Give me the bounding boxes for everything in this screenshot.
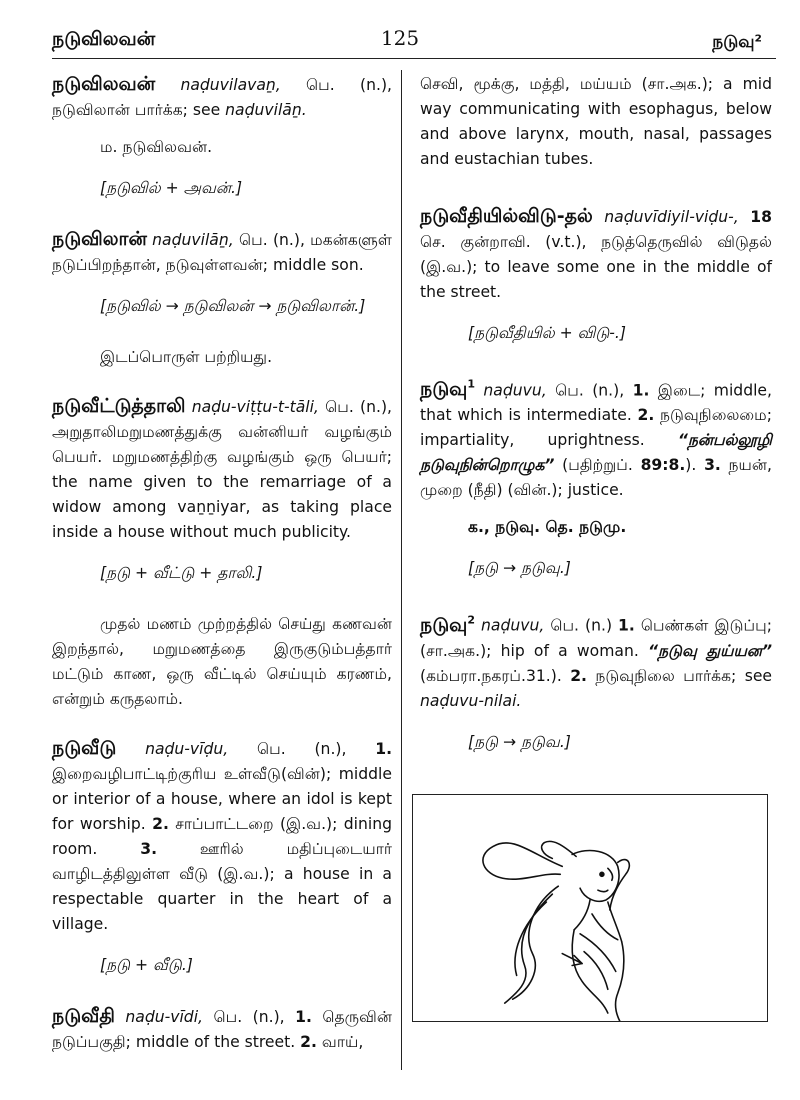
header-rule: [52, 58, 776, 59]
sense-number: 1.: [618, 616, 635, 635]
definition: பெ. (n.), மகன்களுள் நடுப்பிறந்தான், நடுவுள்ளவன்; middle son.: [52, 231, 392, 274]
headword: நடுவிலான்: [52, 228, 147, 250]
definition: செ. குன்றாவி. (v.t.), நடுத்தெருவில் விடுதல் (இ.வ.); to leave some one in the middle of the street.: [420, 233, 772, 301]
etymology: [நடு + வீடு.]: [100, 956, 193, 974]
literary-quote: “நடுவு துய்யன”: [648, 641, 772, 660]
cross-reference: naḍuvu-nilai.: [420, 691, 522, 710]
citation-ref: 89:8.: [640, 456, 686, 475]
definition-part: (கம்பரா.நகரப்.31.).: [420, 666, 571, 685]
page-number: 125: [380, 26, 420, 50]
definition-part: பெ. (n.),: [546, 381, 633, 400]
headword: நடுவிலவன்: [52, 73, 156, 95]
header-guide-word-right: நடுவு²: [712, 32, 762, 52]
left-column: [52, 72, 392, 1065]
etymology: [நடுவீதியில் + விடு-.]: [468, 324, 626, 342]
dictionary-entry: [52, 227, 392, 278]
definition-part: நடுவுநிலை பார்க்க; see: [586, 666, 773, 685]
definition-part: பெ. (n.),: [228, 740, 376, 758]
etymology: [நடு + வீட்டு + தாலி.]: [100, 564, 263, 582]
etymology: [நடுவில் → நடுவிலன் → நடுவிலான்.]: [100, 297, 366, 315]
dictionary-entry: [420, 372, 772, 503]
transliteration: naḍu-viṭṭu-t-tāli,: [191, 398, 319, 416]
note: முதல் மணம் முற்றத்தில் செய்து கணவன் இறந்தால், மறுமணத்தை இருகுடும்பத்தார் மட்டும் காண, ஒரு வீட்டில் செய்யும் கரணம், என்றும் கருதலாம்.: [52, 615, 392, 708]
headword: நடுவீடு: [52, 737, 117, 759]
sense-number: 3.: [704, 456, 721, 475]
definition: பெ. (n.), அறுதாலிமறுமணத்துக்கு வன்னியர் வழங்கும் பெயர். மறுமணத்திற்கு வழங்கும் ஒரு பெயர்; the name given to the remarriage of a widow among vaṉṉiyar, as taking place inside a house without much publicity.: [52, 398, 392, 541]
definition-part: நயன், முறை (நீதி) (வின்.); justice.: [420, 456, 773, 500]
definition-part: பெ. (n.): [544, 616, 619, 635]
dictionary-entry: [52, 72, 392, 123]
definition-part: இறைவழிபாட்டிற்குரிய உள்வீடு(வின்); middle or interior of a house, where an idol is kept for worship.: [52, 765, 392, 833]
literary-quote: “நன்பல்லூழி நடுவுநின்றொழுக”: [420, 431, 772, 475]
transliteration: naḍuvilavaṉ,: [180, 76, 281, 94]
definition-part: ).: [685, 456, 705, 475]
sense-number: 1.: [632, 381, 650, 400]
sense-number: 1.: [295, 1008, 312, 1026]
sense-number: 2.: [570, 666, 587, 685]
sense-number: 2.: [152, 815, 169, 833]
definition-part: வாய்,: [316, 1033, 364, 1051]
page-header: [32, 22, 768, 56]
conjugation-class: 18: [750, 208, 772, 226]
definition-part: பெ. (n.),: [203, 1008, 296, 1026]
headword: நடுவு$^1$: [420, 378, 475, 401]
cognate-line: ம. நடுவிலவன்.: [100, 138, 213, 156]
woman-line-drawing: [413, 795, 767, 1021]
column-divider: [401, 70, 402, 1070]
transliteration: naḍuvilāṉ,: [152, 231, 234, 249]
cognate-line: க., நடுவு. தெ. நடுமு.: [468, 518, 627, 537]
dictionary-entry: [52, 394, 392, 545]
dictionary-entry: [420, 204, 772, 305]
header-guide-word-left: நடுவிலவன்: [52, 28, 156, 50]
headword: நடுவு$^2$: [420, 613, 475, 636]
dictionary-entry: [420, 607, 772, 713]
sense-number: 2.: [300, 1033, 317, 1051]
headword: நடுவீதி: [52, 1005, 115, 1027]
definition-part: (பதிற்றுப்.: [554, 456, 641, 475]
transliteration: naḍuvu,: [483, 381, 547, 400]
dictionary-entry: [52, 1004, 392, 1055]
definition: பெ. (n.), நடுவிலான் பார்க்க; see: [52, 76, 392, 119]
definition-part: இடை; middle, that which is intermediate.: [420, 381, 772, 425]
dictionary-entry: [52, 736, 392, 937]
sense-number: 2.: [637, 406, 655, 425]
headword: நடுவீட்டுத்தாலி: [52, 395, 186, 417]
etymology: [நடு → நடுவு.]: [468, 559, 571, 578]
headword: நடுவீதியில்விடு-தல்: [420, 205, 593, 227]
definition-part: ஊரில் மதிப்புடையார் வாழிடத்திலுள்ள வீடு (இ.வ.); a house in a respectable quarter in the heart of a village.: [52, 840, 392, 933]
definition-part: சாப்பாட்டறை (இ.வ.); dining room.: [52, 815, 392, 858]
transliteration: naḍuvīdiyil-viḍu-,: [604, 208, 739, 226]
definition-part: பெண்கள் இடுப்பு; (சா.அக.); hip of a woman.: [420, 616, 772, 660]
transliteration: naḍu-vīdi,: [125, 1008, 203, 1026]
definition-part: நடுவுநிலைமை; impartiality, uprightness.: [420, 406, 772, 450]
transliteration: naḍu-vīḍu,: [145, 740, 229, 758]
entry-continuation: செவி, மூக்கு, மத்தி, மய்யம் (சா.அக.); a mid way communicating with esophagus, below and above larynx, mouth, nasal, passages and eustachian tubes.: [420, 75, 772, 168]
sense-number: 3.: [140, 840, 157, 858]
sense-number: 1.: [375, 740, 392, 758]
etymology: [நடுவில் + அவன்.]: [100, 179, 243, 197]
transliteration: naḍuvu,: [481, 616, 545, 635]
right-column: [420, 72, 772, 781]
illustration-frame: [412, 794, 768, 1022]
cross-reference: naḍuvilāṉ.: [225, 101, 307, 119]
homonym-number: 2: [467, 613, 475, 627]
note: இடப்பொருள் பற்றியது.: [100, 348, 273, 366]
definition-part: தெருவின் நடுப்பகுதி; middle of the street.: [52, 1008, 392, 1051]
etymology: [நடு → நடுவ.]: [468, 732, 571, 751]
homonym-number: 1: [467, 378, 475, 391]
